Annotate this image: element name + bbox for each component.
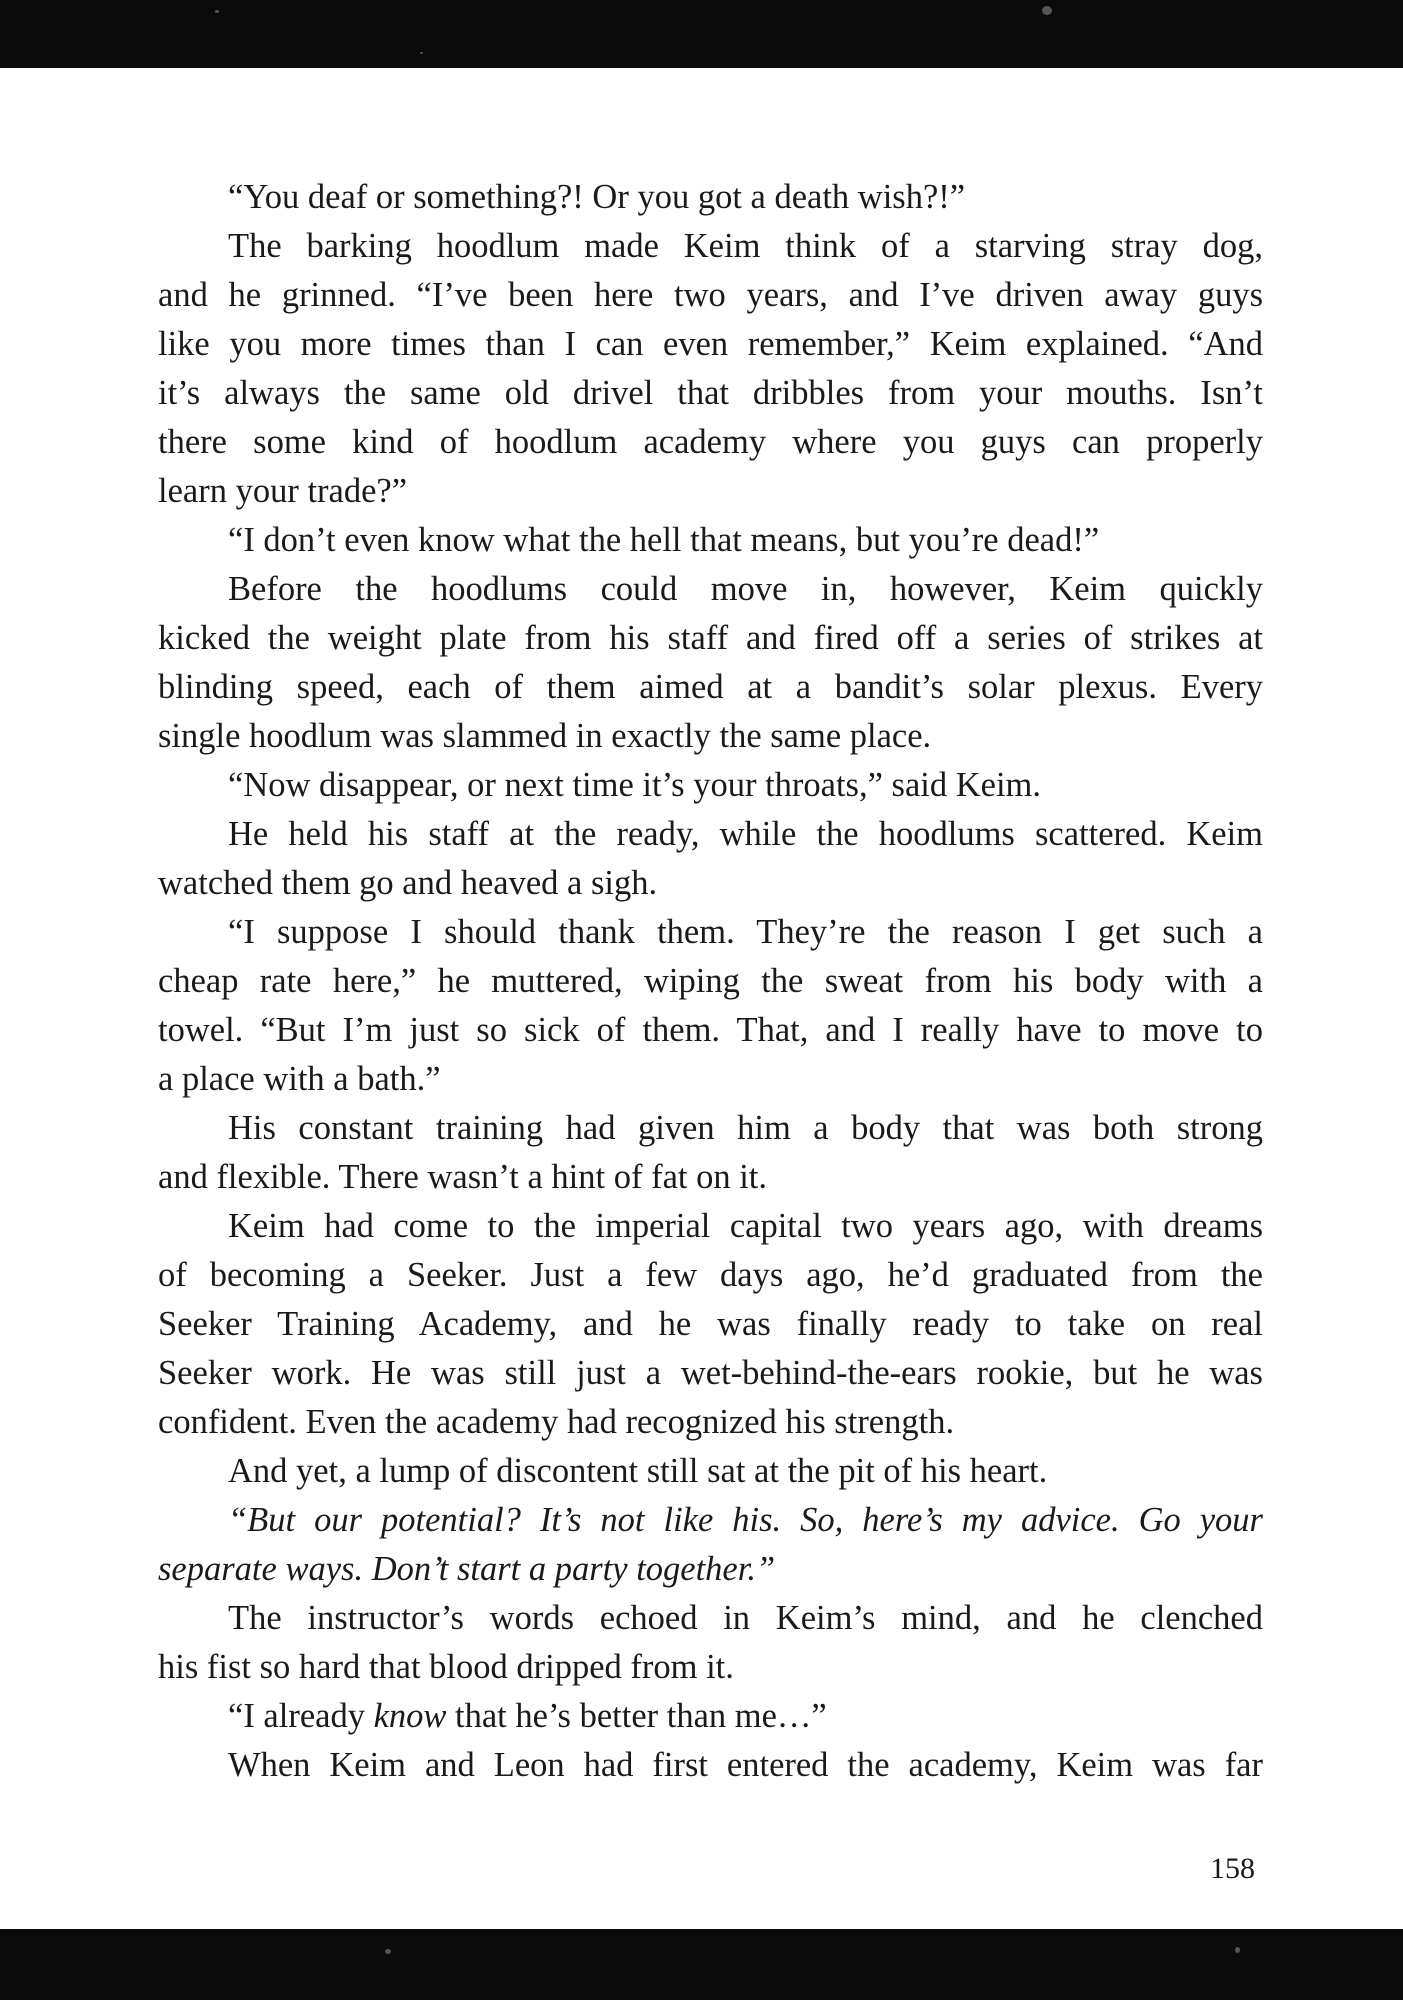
scan-border-bottom — [0, 1929, 1403, 2000]
line-text: a place with a bath.” — [158, 1060, 441, 1098]
line-text: The instructor’s words echoed in Keim’s mind, and he clenched — [228, 1599, 1263, 1637]
line-text: And yet, a lump of discontent still sat at the pit of his heart. — [228, 1452, 1048, 1490]
text-line — [158, 1447, 1263, 1496]
text-line — [158, 320, 1263, 369]
line-text: “You deaf or something?! Or you got a death wish?!” — [228, 178, 966, 216]
text-line — [158, 565, 1263, 614]
line-text: blinding speed, each of them aimed at a bandit’s solar plexus. Every — [158, 668, 1263, 706]
text-line — [158, 222, 1263, 271]
text-line — [158, 1643, 1263, 1692]
line-text: and he grinned. “I’ve been here two years, and I’ve driven away guys — [158, 276, 1263, 314]
line-text: “I already — [228, 1697, 374, 1735]
text-line — [158, 712, 1263, 761]
text-line — [158, 1006, 1263, 1055]
text-line — [158, 614, 1263, 663]
text-line — [158, 173, 1263, 222]
text-line — [158, 1153, 1263, 1202]
text-line — [158, 859, 1263, 908]
line-text: it’s always the same old drivel that dribbles from your mouths. Isn’t — [158, 374, 1263, 412]
line-text: Before the hoodlums could move in, however, Keim quickly — [228, 570, 1263, 608]
line-text: He held his staff at the ready, while the hoodlums scattered. Keim — [228, 815, 1263, 853]
line-text: “Now disappear, or next time it’s your throats,” said Keim. — [228, 766, 1042, 804]
page-number: 158 — [1210, 1852, 1255, 1885]
line-text: Seeker work. He was still just a wet-behind-the-ears rookie, but he was — [158, 1354, 1263, 1392]
text-line — [158, 810, 1263, 859]
text-line — [158, 1055, 1263, 1104]
text-line — [158, 1202, 1263, 1251]
line-text: confident. Even the academy had recognized his strength. — [158, 1403, 955, 1441]
line-text: watched them go and heaved a sigh. — [158, 864, 658, 902]
text-line — [158, 761, 1263, 810]
scan-border-top — [0, 0, 1403, 68]
italic-text: “But our potential? It’s not like his. So, here’s my advice. Go your — [228, 1501, 1263, 1539]
text-line — [158, 369, 1263, 418]
text-line — [158, 1300, 1263, 1349]
line-text: towel. “But I’m just so sick of them. That, and I really have to move to — [158, 1011, 1263, 1049]
text-line — [158, 663, 1263, 712]
line-text: kicked the weight plate from his staff and fired off a series of strikes at — [158, 619, 1263, 657]
text-line — [158, 1349, 1263, 1398]
text-line — [158, 957, 1263, 1006]
line-text: there some kind of hoodlum academy where you guys can properly — [158, 423, 1263, 461]
text-line — [158, 467, 1263, 516]
line-text: single hoodlum was slammed in exactly the same place. — [158, 717, 932, 755]
text-line — [158, 1251, 1263, 1300]
book-page-body — [158, 173, 1263, 1790]
text-line — [158, 418, 1263, 467]
line-text: Keim had come to the imperial capital two years ago, with dreams — [228, 1207, 1263, 1245]
text-line — [158, 1104, 1263, 1153]
line-text: that he’s better than me…” — [446, 1697, 827, 1735]
line-text: and flexible. There wasn’t a hint of fat on it. — [158, 1158, 768, 1196]
italic-text: separate ways. Don’t start a party together.” — [158, 1550, 776, 1588]
line-text: learn your trade?” — [158, 472, 408, 510]
text-line — [158, 516, 1263, 565]
scan-speck — [215, 10, 219, 13]
text-line — [158, 1741, 1263, 1790]
text-line — [158, 908, 1263, 957]
text-line — [158, 271, 1263, 320]
text-line — [158, 1594, 1263, 1643]
line-text: like you more times than I can even remember,” Keim explained. “And — [158, 325, 1263, 363]
text-line — [158, 1692, 1263, 1741]
line-text: of becoming a Seeker. Just a few days ago, he’d graduated from the — [158, 1256, 1263, 1294]
line-text: cheap rate here,” he muttered, wiping the sweat from his body with a — [158, 962, 1263, 1000]
line-text: The barking hoodlum made Keim think of a starving stray dog, — [228, 227, 1263, 265]
scan-speck — [1235, 1947, 1240, 1953]
line-text: When Keim and Leon had first entered the academy, Keim was far — [228, 1746, 1263, 1784]
line-text: “I suppose I should thank them. They’re the reason I get such a — [228, 913, 1263, 951]
scan-speck — [385, 1949, 391, 1954]
italic-text: know — [373, 1697, 447, 1735]
line-text: Seeker Training Academy, and he was finally ready to take on real — [158, 1305, 1263, 1343]
scan-speck — [420, 52, 423, 54]
line-text: his fist so hard that blood dripped from it. — [158, 1648, 734, 1686]
line-text: “I don’t even know what the hell that means, but you’re dead!” — [228, 521, 1100, 559]
text-line — [158, 1545, 1263, 1594]
line-text: His constant training had given him a body that was both strong — [228, 1109, 1263, 1147]
text-line — [158, 1398, 1263, 1447]
text-line — [158, 1496, 1263, 1545]
scan-speck — [1042, 6, 1052, 15]
